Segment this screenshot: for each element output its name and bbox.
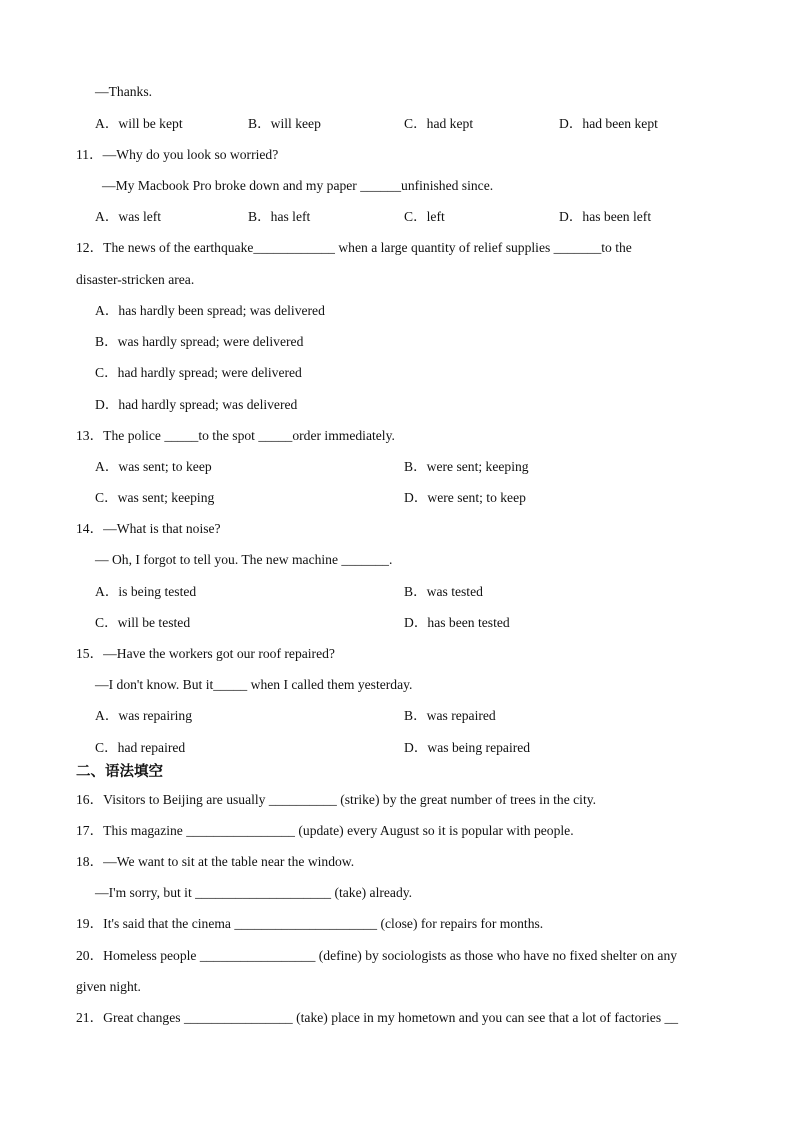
q12-line2: disaster-stricken area. [76,272,195,287]
q13-option-b: B．were sent; keeping [404,459,529,474]
section-heading: 二、语法填空 [76,764,163,780]
q15-stem: 15．—Have the workers got our roof repaired? [76,646,335,661]
q14-stem: 14．—What is that noise? [76,521,221,536]
q15-option-d: D．was being repaired [404,740,531,755]
q21-stem: 21．Great changes ________________ (take) place in my hometown and you can see that a lot of factories __ [76,1010,679,1025]
q13-option-a: A．was sent; to keep [95,459,212,474]
q10-reply: —Thanks. [95,84,153,99]
q12-option-b: B．was hardly spread; were delivered [95,334,304,349]
q20-stem: 20．Homeless people _________________ (define) by sociologists as those who have no fixed shelter on any [76,948,678,963]
q11-option-b: B．has left [248,209,311,224]
q14-option-c: C．will be tested [95,615,191,630]
q15-line2: —I don't know. But it_____ when I called them yesterday. [95,677,413,692]
q11-option-c: C．left [404,209,445,224]
q13-stem: 13．The police _____to the spot _____order immediately. [76,428,395,443]
q12-option-c: C．had hardly spread; were delivered [95,365,302,380]
q15-option-c: C．had repaired [95,740,186,755]
q14-option-b: B．was tested [404,584,483,599]
q15-option-a: A．was repairing [95,708,193,723]
q13-option-d: D．were sent; to keep [404,490,526,505]
q12-option-a: A．has hardly been spread; was delivered [95,303,325,318]
q16-stem: 16．Visitors to Beijing are usually __________ (strike) by the great number of trees in the city. [76,792,597,807]
q10-option-b: B．will keep [248,116,321,131]
q11-option-d: D．has been left [559,209,652,224]
q14-option-d: D．has been tested [404,615,510,630]
q10-option-d: D．had been kept [559,116,658,131]
q18-stem: 18．—We want to sit at the table near the window. [76,854,355,869]
q17-stem: 17．This magazine ________________ (update) every August so it is popular with people. [76,823,574,838]
q14-option-a: A．is being tested [95,584,197,599]
q10-option-a: A．will be kept [95,116,183,131]
q10-option-c: C．had kept [404,116,474,131]
q11-stem: 11．—Why do you look so worried? [76,147,279,162]
q13-option-c: C．was sent; keeping [95,490,215,505]
q12-stem: 12．The news of the earthquake____________ when a large quantity of relief supplies _______to the [76,240,632,255]
q18-line2: —I'm sorry, but it ____________________ (take) already. [95,885,413,900]
q15-option-b: B．was repaired [404,708,496,723]
q20-line2: given night. [76,979,141,994]
q11-option-a: A．was left [95,209,162,224]
q11-line2: —My Macbook Pro broke down and my paper ______unfinished since. [102,178,494,193]
q14-line2: — Oh, I forgot to tell you. The new machine _______. [95,552,393,567]
q19-stem: 19．It's said that the cinema _____________________ (close) for repairs for months. [76,916,544,931]
q12-option-d: D．had hardly spread; was delivered [95,397,298,412]
